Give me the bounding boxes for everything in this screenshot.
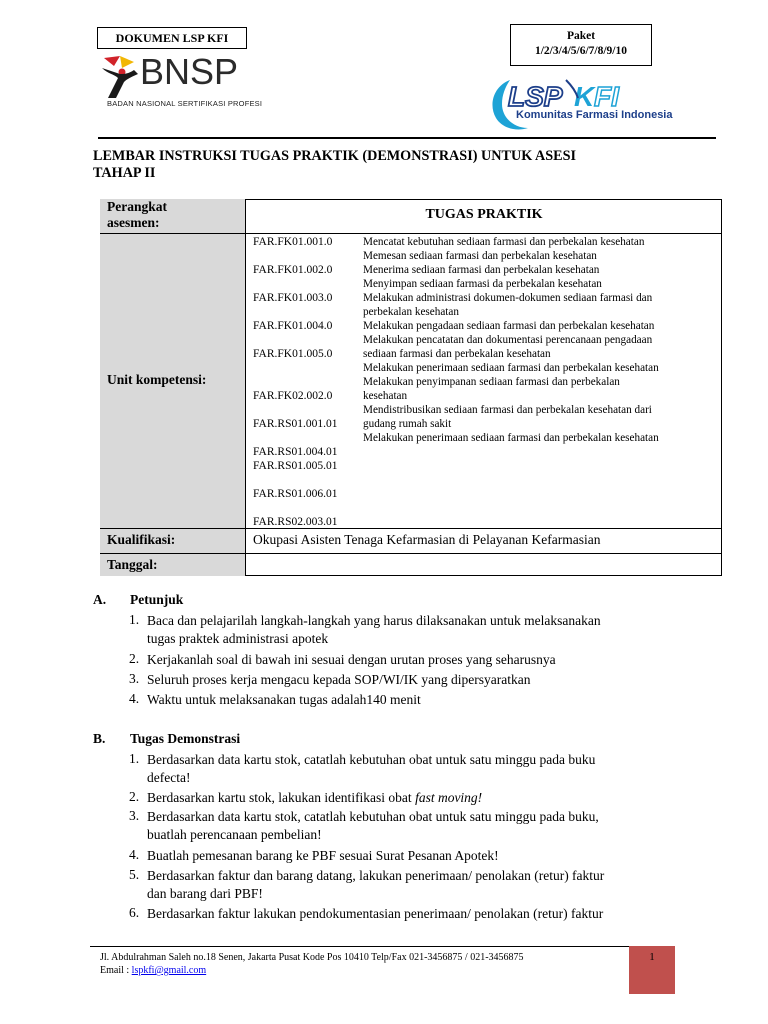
list-item-number: 3. (129, 808, 140, 823)
paket-box (510, 24, 652, 66)
footer-rule (90, 946, 630, 947)
list-item: Buatlah pemesanan barang ke PBF sesuai Surat Pesanan Apotek! (147, 848, 499, 863)
unit-description: Mencatat kebutuhan sediaan farmasi dan perbekalan kesehatan (363, 236, 645, 248)
table-divider (100, 233, 722, 234)
svg-text:LSP: LSP (508, 81, 563, 112)
bnsp-logo-icon (98, 52, 140, 100)
unit-code: FAR.FK01.001.0 (253, 236, 333, 248)
unit-description: Memesan sediaan farmasi dan perbekalan kesehatan (363, 250, 597, 262)
unit-code: FAR.FK02.002.0 (253, 390, 333, 402)
list-item: Berdasarkan kartu stok, lakukan identifikasi obat fast moving! (147, 790, 483, 805)
unit-description: Melakukan pengadaan sediaan farmasi dan perbekalan kesehatan (363, 320, 655, 332)
list-item-number: 2. (129, 789, 140, 804)
unit-description: perbekalan kesehatan (363, 306, 459, 318)
section-a-letter: A. (93, 592, 107, 607)
tanggal-label: Tanggal: (107, 557, 158, 572)
kualifikasi-label: Kualifikasi: (107, 532, 176, 547)
unit-description: sediaan farmasi dan perbekalan kesehatan (363, 348, 551, 360)
paket-label: Paket (566, 30, 596, 42)
unit-code: FAR.FK01.003.0 (253, 292, 333, 304)
list-item-number: 3. (129, 671, 140, 686)
list-item: Waktu untuk melaksanakan tugas adalah140 menit (147, 692, 421, 707)
unit-description: Melakukan penyimpanan sediaan farmasi dan perbekalan (363, 376, 620, 388)
unit-code: FAR.FK01.002.0 (253, 264, 333, 276)
unit-description: kesehatan (363, 390, 408, 402)
svg-text:K: K (574, 81, 595, 112)
list-item-number: 6. (129, 905, 140, 920)
list-item: Berdasarkan faktur lakukan pendokumentasian penerimaan/ penolakan (retur) faktur (147, 906, 604, 921)
list-item-number: 5. (129, 867, 140, 882)
table-divider (100, 553, 722, 554)
unit-description: Melakukan penerimaan sediaan farmasi dan perbekalan kesehatan (363, 432, 659, 444)
section-b-title: Tugas Demonstrasi (130, 731, 241, 746)
lsp-subtitle: Komunitas Farmasi Indonesia (516, 109, 673, 121)
paket-numbers: 1/2/3/4/5/6/7/8/9/10 (534, 45, 627, 57)
tugas-header: TUGAS PRAKTIK (425, 207, 543, 222)
svg-text:FI: FI (594, 81, 619, 112)
table-divider (100, 528, 722, 529)
list-item-number: 1. (129, 751, 140, 766)
email-link[interactable]: lspkfi@gmail.com (131, 965, 207, 976)
section-a-title: Petunjuk (130, 592, 184, 607)
lsp-kfi-logo-icon (488, 76, 688, 134)
perangkat-label: Perangkat asesmen: (107, 199, 167, 230)
unit-code: FAR.RS01.005.01 (253, 460, 338, 472)
unit-code: FAR.FK01.004.0 (253, 320, 333, 332)
list-item-number: 4. (129, 691, 140, 706)
unit-description: Menyimpan sediaan farmasi da perbekalan kesehatan (363, 278, 602, 290)
footer-address: Jl. Abdulrahman Saleh no.18 Senen, Jakarta Pusat Kode Pos 10410 Telp/Fax 021-3456875 / 021-3456875 (100, 952, 524, 963)
unit-code: FAR.RS01.006.01 (253, 488, 338, 500)
header-rule (98, 137, 716, 139)
unit-code: FAR.RS02.003.01 (253, 516, 338, 528)
document-label: DOKUMEN LSP KFI (97, 27, 247, 49)
unit-description: Melakukan administrasi dokumen-dokumen sediaan farmasi dan (363, 292, 653, 304)
page-title (93, 148, 693, 182)
unit-code: FAR.RS01.004.01 (253, 446, 338, 458)
title-line-1: LEMBAR INSTRUKSI TUGAS PRAKTIK (DEMONSTRASI) UNTUK ASESI (93, 148, 576, 164)
list-item: Kerjakanlah soal di bawah ini sesuai dengan urutan proses yang seharusnya (147, 652, 556, 667)
section-b-letter: B. (93, 731, 106, 746)
footer-email-line: Email : lspkfi@gmail.com (100, 965, 207, 976)
bnsp-subtitle: BADAN NASIONAL SERTIFIKASI PROFESI (107, 99, 263, 108)
list-item: Berdasarkan data kartu stok, catatlah kebutuhan obat untuk satu minggu pada buku defecta! (147, 752, 596, 785)
list-item-number: 1. (129, 612, 140, 627)
unit-description: Melakukan penerimaan sediaan farmasi dan perbekalan kesehatan (363, 362, 659, 374)
unit-kompetensi-label: Unit kompetensi: (107, 372, 207, 387)
list-item: Berdasarkan faktur dan barang datang, lakukan penerimaan/ penolakan (retur) faktur dan barang dari PBF! (147, 868, 605, 901)
list-item-number: 4. (129, 847, 140, 862)
unit-code: FAR.RS01.001.01 (253, 418, 338, 430)
unit-description: Menerima sediaan farmasi dan perbekalan kesehatan (363, 264, 600, 276)
page-number: 1 (649, 951, 655, 963)
bnsp-name: BNSP (140, 51, 239, 92)
unit-description: Melakukan pencatatan dan dokumentasi perencanaan pengadaan (363, 334, 653, 346)
unit-code: FAR.FK01.005.0 (253, 348, 333, 360)
unit-description: Mendistribusikan sediaan farmasi dan perbekalan kesehatan dari (363, 404, 652, 416)
title-line-2: TAHAP II (93, 165, 156, 181)
unit-description: gudang rumah sakit (363, 418, 452, 430)
list-item: Seluruh proses kerja mengacu kepada SOP/WI/IK yang dipersyaratkan (147, 672, 531, 687)
list-item: Berdasarkan data kartu stok, catatlah kebutuhan obat untuk satu minggu pada buku, buatlah perencanaan pembelian! (147, 809, 599, 842)
list-item-number: 2. (129, 651, 140, 666)
kualifikasi-value: Okupasi Asisten Tenaga Kefarmasian di Pelayanan Kefarmasian (253, 532, 601, 547)
list-item: Baca dan pelajarilah langkah-langkah yang harus dilaksanakan untuk melaksanakan tugas praktek administrasi apotek (147, 613, 601, 646)
